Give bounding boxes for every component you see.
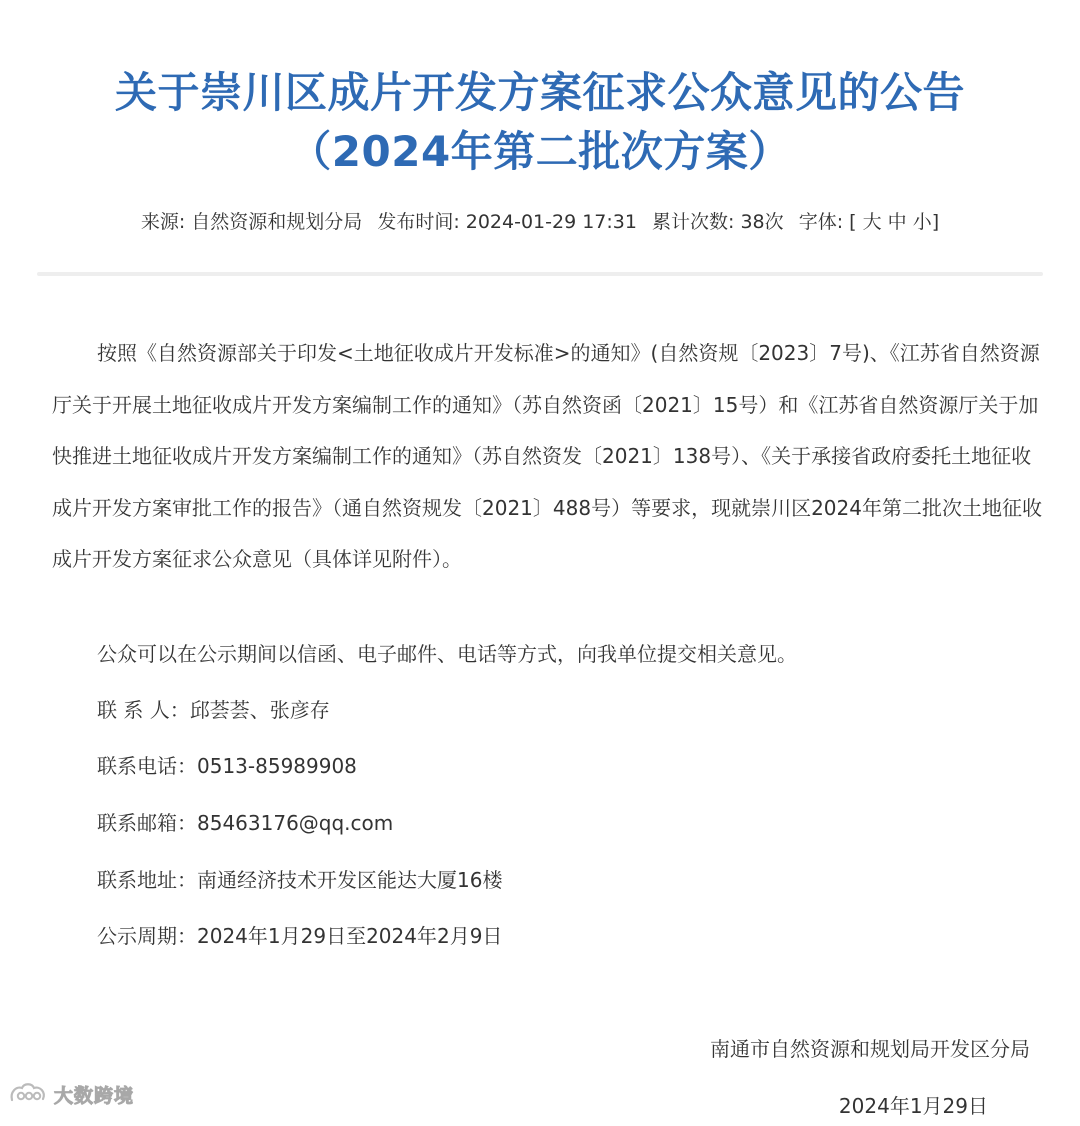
- contact-email: 联系邮箱：85463176@qq.com: [97, 811, 394, 835]
- notice-period: 公示周期：2024年1月29日至2024年2月9日: [97, 924, 503, 948]
- contact-address: 联系地址：南通经济技术开发区能达大厦16楼: [97, 868, 503, 892]
- meta-view-count-value: 38次: [740, 211, 784, 233]
- main-paragraph: 按照《自然资源部关于印发<土地征收成片开发标准>的通知》(自然资规〔2023〕7号)、《江苏省自然资源厅关于开展土地征收成片开发方案编制工作的通知》（苏自然资函〔2021〕15号）和《江苏省自然资源厅关于加快推进土地征收成片开发方案编制工作的通知》（苏自然资发〔2021〕138号）、《关于承接省政府委托土地征收成片开发方案审批工作的报告》（通自然资规发〔2021〕488号）等要求，现就崇川区2024年第二批次土地征收成片开发方案征求公众意见（具体详见附件）。: [52, 341, 1042, 571]
- font-size-small-button[interactable]: 小: [912, 211, 932, 233]
- watermark: [8, 1076, 134, 1112]
- signature-organization: 南通市自然资源和规划局开发区分局: [710, 1037, 1030, 1061]
- watermark-text: 大数跨境: [54, 1084, 135, 1107]
- font-size-large-button[interactable]: 大: [862, 211, 882, 233]
- signature-date: 2024年1月29日: [838, 1094, 988, 1118]
- meta-font-label: 字体: [: [798, 211, 857, 233]
- meta-source: 来源: 自然资源和规划分局: [140, 211, 363, 233]
- meta-publish-time: 发布时间: 2024-01-29 17:31: [377, 211, 637, 233]
- font-size-medium-button[interactable]: 中: [887, 211, 907, 233]
- page-title-line-2: （2024年第二批次方案）: [289, 127, 791, 176]
- meta-font-close: ]: [931, 211, 940, 233]
- contact-phone: 联系电话：0513-85989908: [97, 754, 357, 778]
- article-meta: [0, 206, 1080, 238]
- meta-view-count-label: 累计次数:: [652, 211, 735, 233]
- watermark-logo-icon: [8, 1080, 48, 1108]
- contact-person: 联 系 人：邱荟荟、张彦存: [97, 698, 330, 722]
- page-title-line-1: 关于崇川区成片开发方案征求公众意见的公告: [114, 68, 965, 117]
- header-divider: [37, 272, 1043, 276]
- feedback-text: 公众可以在公示期间以信函、电子邮件、电话等方式，向我单位提交相关意见。: [97, 642, 797, 666]
